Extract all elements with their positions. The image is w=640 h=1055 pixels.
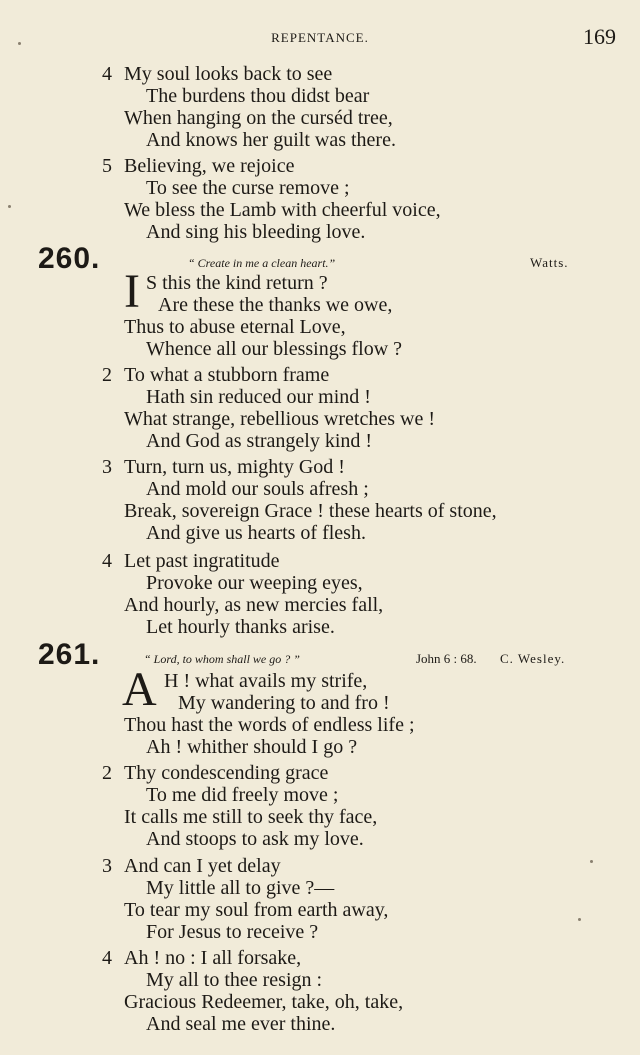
page-number: 169: [583, 24, 616, 49]
verse-number: 2: [102, 364, 112, 386]
verse-line: To tear my soul from earth away,: [124, 899, 389, 921]
verse-line: Thy condescending grace: [124, 762, 329, 784]
verse-line: And seal me ever thine.: [146, 1013, 336, 1035]
verse-line: What strange, rebellious wretches we !: [124, 408, 435, 430]
verse-line: Let past ingratitude: [124, 550, 280, 572]
verse-line: We bless the Lamb with cheerful voice,: [124, 199, 441, 221]
verse-line: Ah ! whither should I go ?: [146, 736, 358, 758]
verse-line: Provoke our weeping eyes,: [146, 572, 363, 594]
scripture-reference: John 6 : 68.: [416, 651, 477, 666]
verse-line: And stoops to ask my love.: [146, 828, 364, 850]
verse-number: 4: [102, 63, 112, 85]
verse-line: Break, sovereign Grace ! these hearts of stone,: [124, 500, 497, 522]
verse-line: To me did freely move ;: [146, 784, 339, 806]
verse-line: Are these the thanks we owe,: [158, 294, 393, 316]
running-head: REPENTANCE.: [271, 30, 369, 45]
verse-line: Thus to abuse eternal Love,: [124, 316, 346, 338]
verse-line: Gracious Redeemer, take, oh, take,: [124, 991, 404, 1013]
verse-line: My all to thee resign :: [146, 969, 323, 991]
verse-line: Believing, we rejoice: [124, 155, 295, 177]
verse-line: Turn, turn us, mighty God !: [124, 456, 345, 478]
verse-line: My little all to give ?—: [146, 877, 335, 899]
verse-line: H ! what avails my strife,: [164, 670, 368, 692]
hymn-title: “ Lord, to whom shall we go ? ”: [144, 652, 300, 666]
verse-number: 5: [102, 155, 112, 177]
verse-line: And hourly, as new mercies fall,: [124, 594, 384, 616]
verse-number: 2: [102, 762, 112, 784]
verse-number: 3: [102, 456, 112, 478]
verse-line: To see the curse remove ;: [146, 177, 350, 199]
hymn-author: Watts.: [530, 255, 569, 270]
verse-line: The burdens thou didst bear: [146, 85, 370, 107]
verse-line: S this the kind return ?: [146, 272, 328, 294]
paper-speck: [18, 42, 21, 45]
verse-number: 4: [102, 947, 112, 969]
verse-line: Let hourly thanks arise.: [146, 616, 335, 638]
verse-line: And knows her guilt was there.: [146, 129, 396, 151]
hymn-author: C. Wesley.: [500, 651, 566, 666]
verse-line: When hanging on the curséd tree,: [124, 107, 393, 129]
verse-number: 4: [102, 550, 112, 572]
verse-line: For Jesus to receive ?: [146, 921, 319, 943]
hymn-number: 261.: [38, 638, 101, 671]
verse-line: Whence all our blessings flow ?: [146, 338, 403, 360]
verse-line: And can I yet delay: [124, 855, 281, 877]
verse-line: And sing his bleeding love.: [146, 221, 366, 243]
verse-line: And mold our souls afresh ;: [146, 478, 369, 500]
verse-line: Thou hast the words of endless life ;: [124, 714, 415, 736]
paper-speck: [590, 860, 593, 863]
drop-cap: I: [124, 265, 140, 318]
verse-line: And give us hearts of flesh.: [146, 522, 366, 544]
verse-line: It calls me still to seek thy face,: [124, 806, 378, 828]
verse-line: My wandering to and fro !: [178, 692, 390, 714]
hymn-number: 260.: [38, 242, 101, 275]
paper-speck: [8, 205, 11, 208]
paper-speck: [578, 918, 581, 921]
verse-line: Ah ! no : I all forsake,: [124, 947, 302, 969]
verse-line: To what a stubborn frame: [124, 364, 330, 386]
verse-line: And God as strangely kind !: [146, 430, 373, 452]
hymn-title: “ Create in me a clean heart.”: [188, 256, 336, 270]
verse-line: Hath sin reduced our mind !: [146, 386, 371, 408]
verse-number: 3: [102, 855, 112, 877]
drop-cap: A: [122, 663, 157, 716]
verse-line: My soul looks back to see: [124, 63, 333, 85]
